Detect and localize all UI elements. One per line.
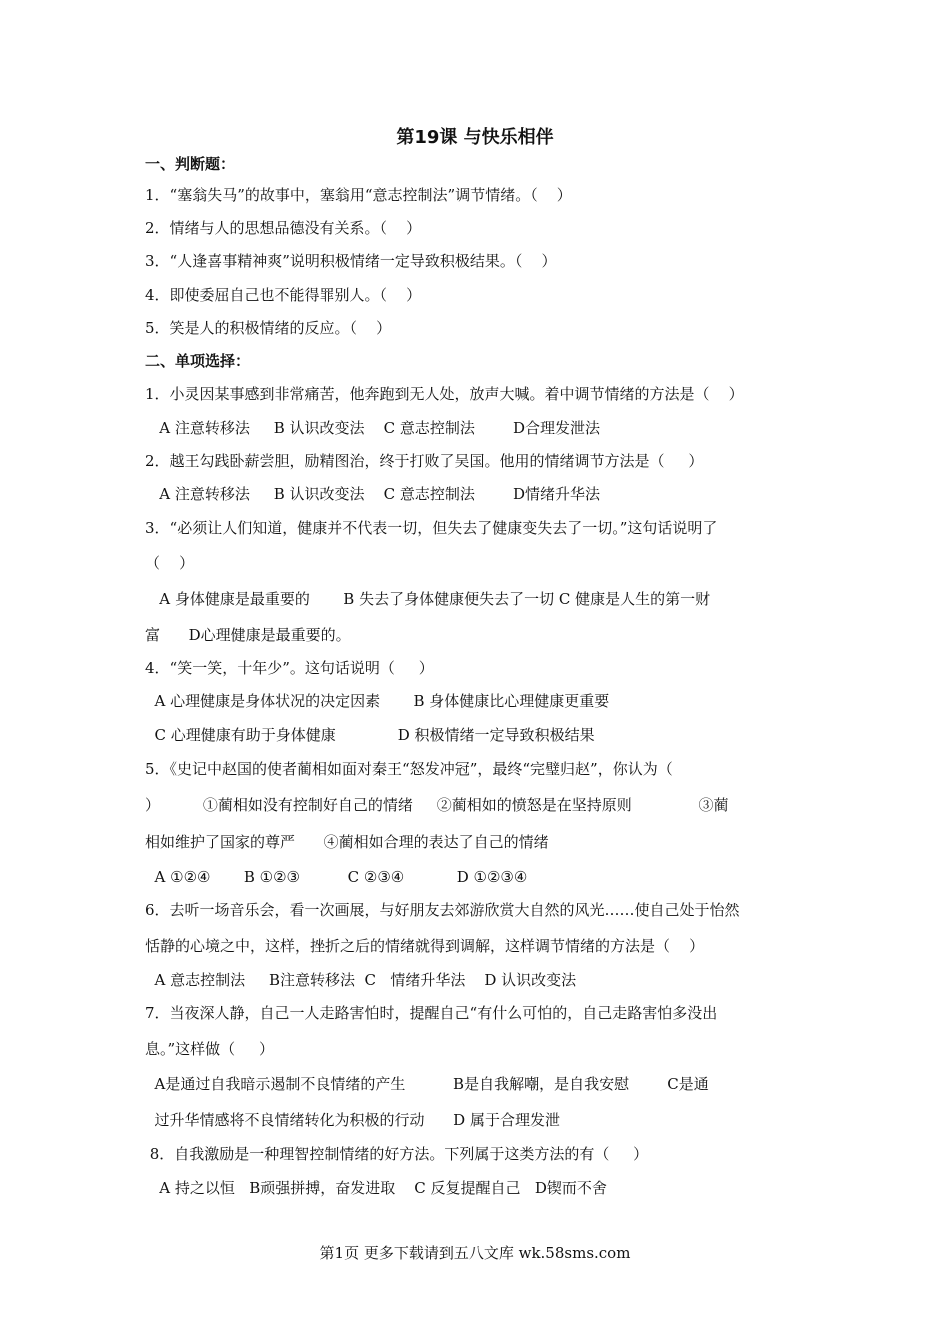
question-line: 4．“笑一笑，十年少”。这句话说明（ ） — [145, 659, 434, 677]
section-heading-single-choice: 二、单项选择： — [145, 352, 251, 370]
question-item: 4．即使委屈自己也不能得罪别人。（ ） — [145, 286, 422, 304]
question-line: 8．自我激励是一种理智控制情绪的好方法。下列属于这类方法的有（ ） — [145, 1145, 649, 1163]
question-item: 1．“塞翁失马”的故事中，塞翁用“意志控制法”调节情绪。（ ） — [145, 186, 572, 204]
options-line: A 身体健康是最重要的 B 失去了身体健康便失去了一切 C 健康是人生的第一财 — [145, 590, 711, 608]
options-line: A 注意转移法 B 认识改变法 C 意志控制法 D合理发泄法 — [145, 419, 601, 437]
question-line: 6．去听一场音乐会，看一次画展，与好朋友去郊游欣赏大自然的风光……使自己处于怡然 — [145, 901, 740, 919]
question-item: 5．笑是人的积极情绪的反应。（ ） — [145, 319, 392, 337]
page-title: 第19课 与快乐相伴 — [396, 127, 554, 148]
options-line: 过升华情感将不良情绪转化为积极的行动 D 属于合理发泄 — [145, 1111, 560, 1129]
options-line: A 持之以恒 B顽强拼搏，奋发进取 C 反复提醒自己 D锲而不舍 — [145, 1179, 607, 1197]
question-line: 7．当夜深人静，自己一人走路害怕时，提醒自己“有什么可怕的，自己走路害怕多没出 — [145, 1004, 718, 1022]
options-line: A 注意转移法 B 认识改变法 C 意志控制法 D情绪升华法 — [145, 485, 601, 503]
options-line: A ①②④ B ①②③ C ②③④ D ①②③④ — [145, 868, 528, 886]
section-heading-true-false: 一、判断题： — [145, 155, 236, 173]
options-line: A是通过自我暗示遏制不良情绪的产生 B是自我解嘲，是自我安慰 C是通 — [145, 1075, 709, 1093]
options-line: 富 D心理健康是最重要的。 — [145, 626, 351, 644]
question-item: 3．“人逢喜事精神爽”说明积极情绪一定导致积极结果。（ ） — [145, 252, 557, 270]
options-line: C 心理健康有助于身体健康 D 积极情绪一定导致积极结果 — [145, 726, 595, 744]
options-line: A 意志控制法 B注意转移法 C 情绪升华法 D 认识改变法 — [145, 971, 577, 989]
question-line: 2．越王勾践卧薪尝胆，励精图治，终于打败了吴国。他用的情绪调节方法是（ ） — [145, 452, 704, 470]
question-item: 2．情绪与人的思想品德没有关系。（ ） — [145, 219, 422, 237]
question-line: 5．《史记中赵国的使者蔺相如面对秦王“怒发冲冠”，最终“完璧归赵”，你认为（ — [145, 760, 673, 778]
question-line: 3．“必须让人们知道，健康并不代表一切，但失去了健康变失去了一切。”这句话说明了 — [145, 519, 718, 537]
question-line: 息。”这样做（ ） — [145, 1040, 275, 1058]
question-line: 1．小灵因某事感到非常痛苦，他奔跑到无人处，放声大喊。着中调节情绪的方法是（ ） — [145, 385, 744, 403]
options-line: A 心理健康是身体状况的决定因素 B 身体健康比心理健康更重要 — [145, 692, 610, 710]
question-line: 相如维护了国家的尊严 ④蔺相如合理的表达了自己的情绪 — [145, 833, 549, 851]
page-footer: 第1页 更多下载请到五八文库 wk.58sms.com — [319, 1244, 631, 1262]
question-line: 恬静的心境之中，这样，挫折之后的情绪就得到调解，这样调节情绪的方法是（ ） — [145, 937, 705, 955]
question-line: ） ①蔺相如没有控制好自己的情绪 ②蔺相如的愤怒是在坚持原则 ③蔺 — [145, 796, 729, 814]
question-line: （ ） — [145, 554, 195, 572]
